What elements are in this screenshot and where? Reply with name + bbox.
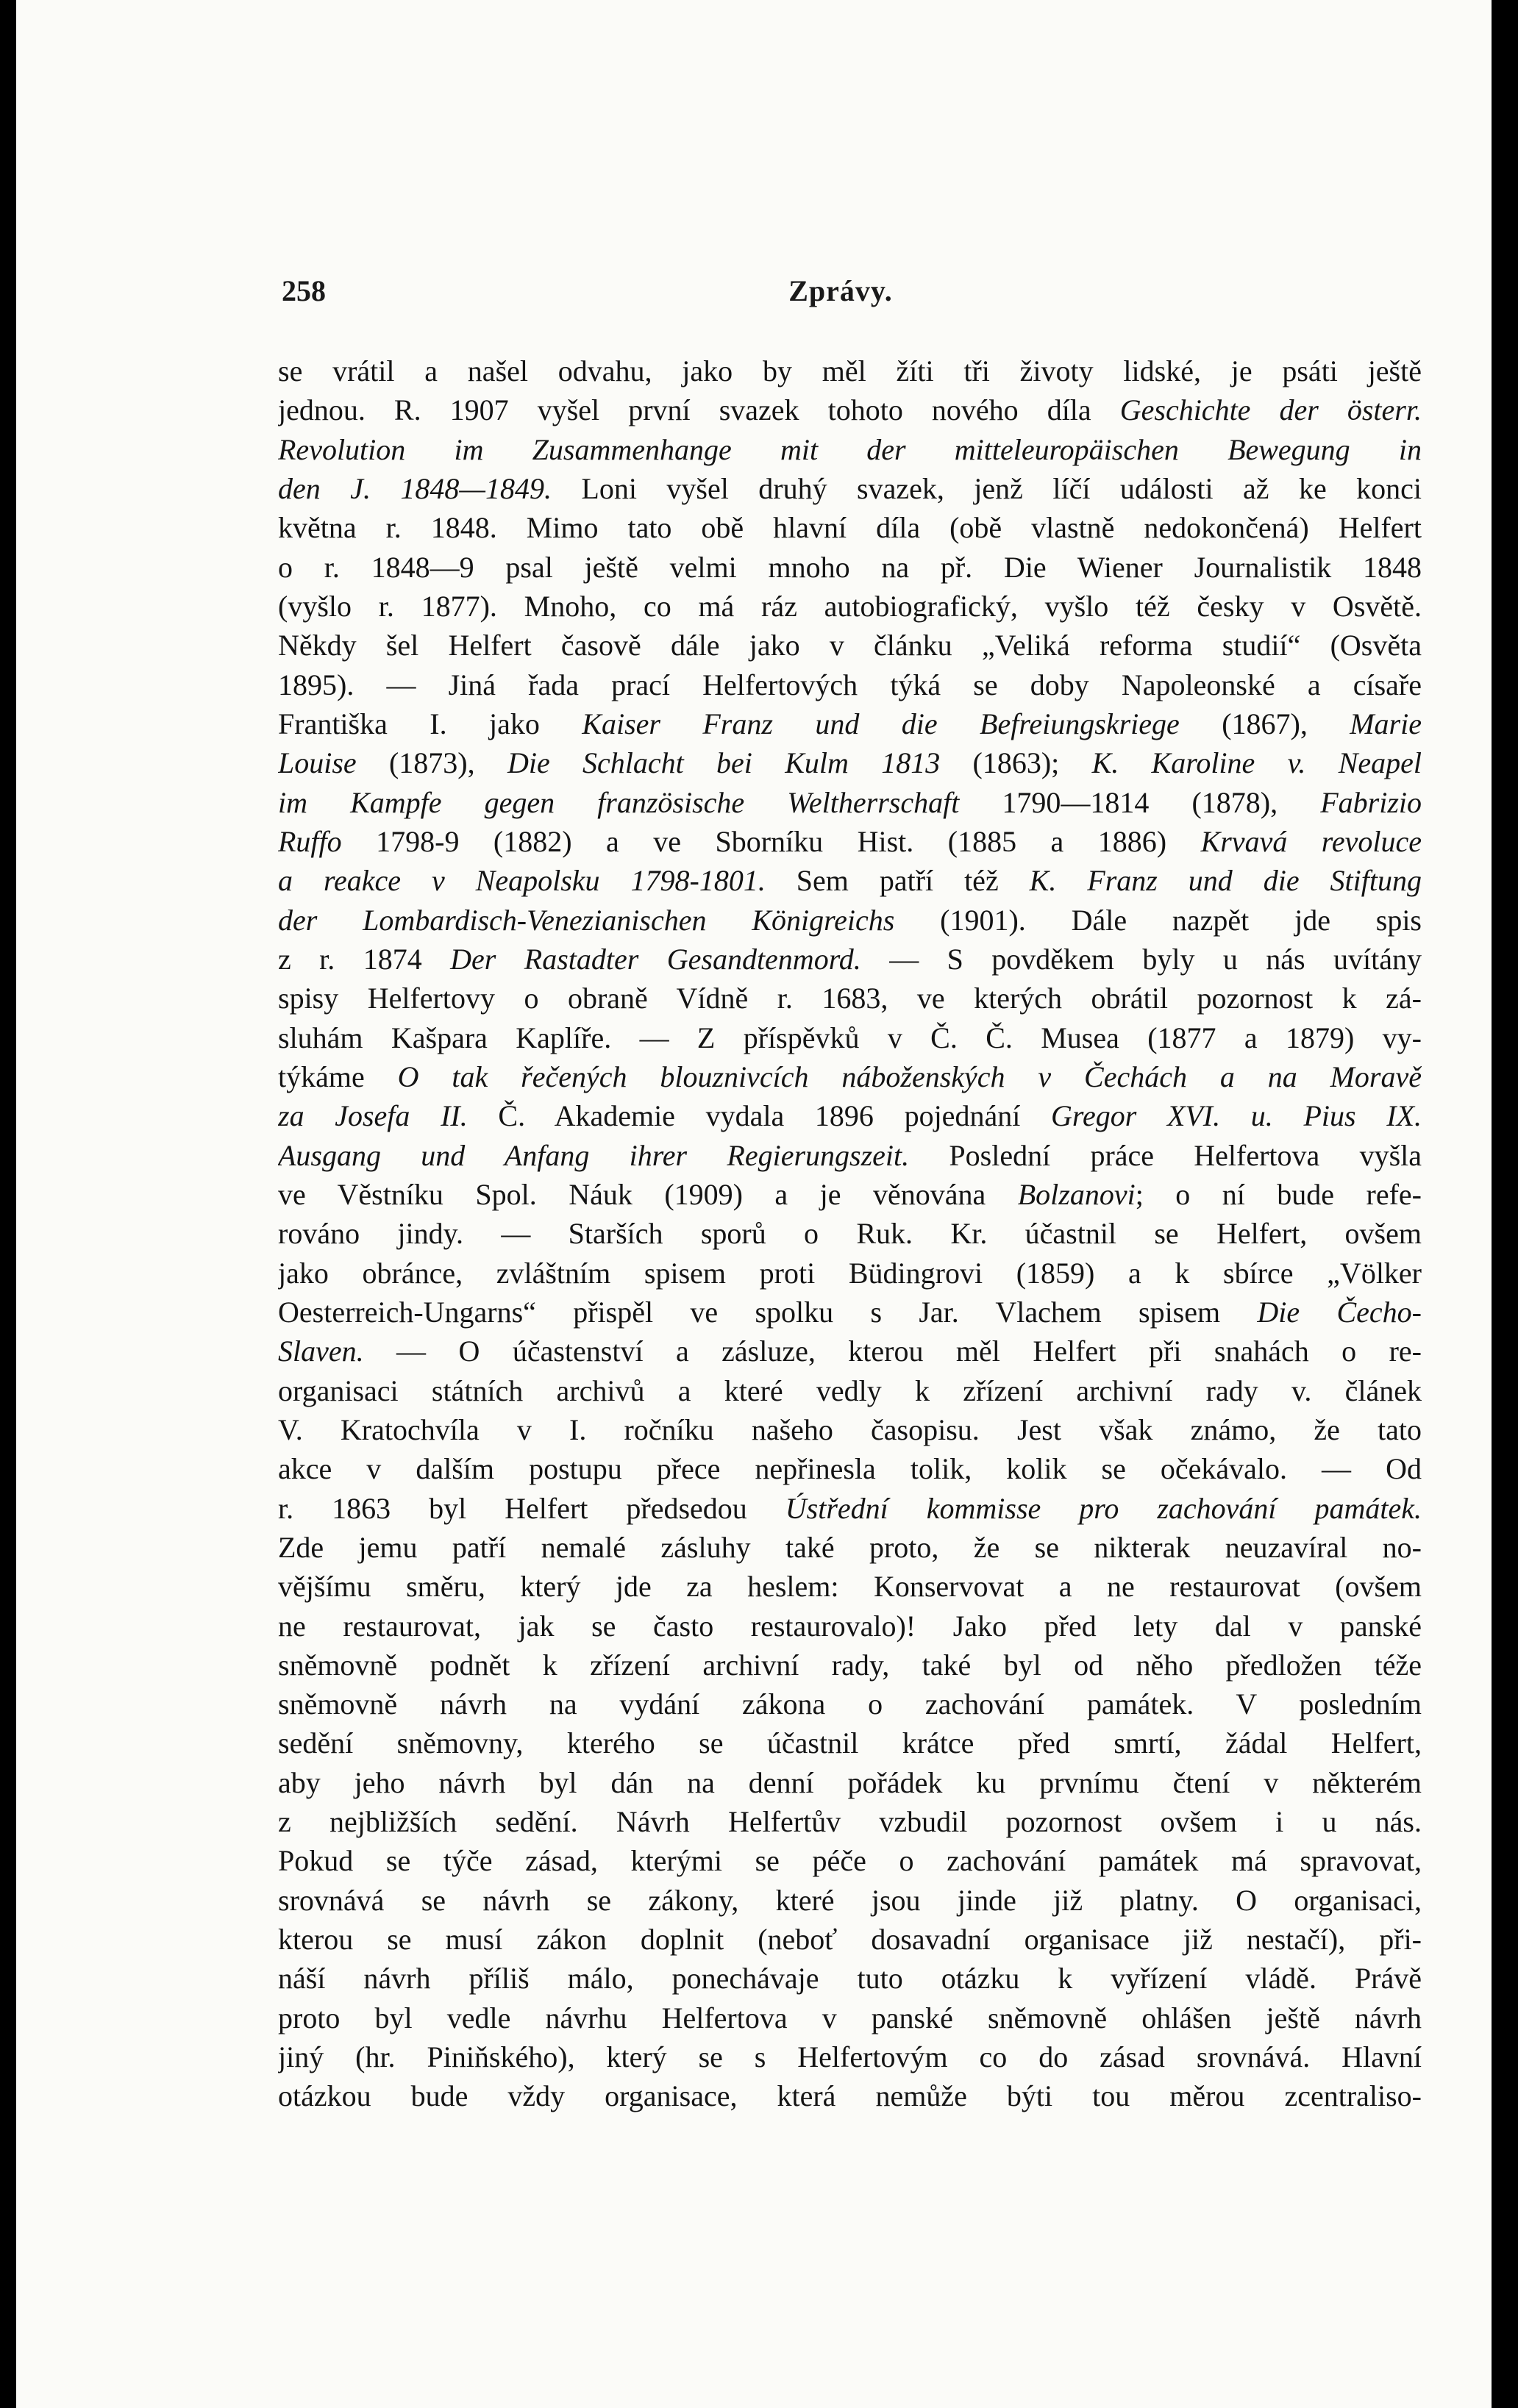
text-line: Pokud se týče zásad, kterými se péče o zachování památek má spravovat, [278, 1844, 1422, 1878]
text-line: rováno jindy. — Starších sporů o Ruk. Kr. účastnil se Helfert, ovšem [278, 1217, 1422, 1251]
text-line: sedění sněmovny, kterého se účastnil krátce před smrtí, žádal Helfert, [278, 1726, 1422, 1760]
text-line: im Kampfe gegen französische Weltherrschaft 1790—1814 (1878), Fabrizio [278, 785, 1422, 819]
text-line: se vrátil a našel odvahu, jako by měl žíti tři životy lidské, je psáti ještě [278, 354, 1422, 387]
text-line: Louise (1873), Die Schlacht bei Kulm 1813 (1863); K. Karoline v. Neapel [278, 746, 1422, 780]
text-line: Oesterreich-Ungarns“ přispěl ve spolku s Jar. Vlachem spisem Die Čecho- [278, 1295, 1422, 1329]
text-line: Revolution im Zusammenhange mit der mitteleuropäischen Bewegung in [278, 432, 1422, 466]
text-line: Františka I. jako Kaiser Franz und die Befreiungskriege (1867), Marie [278, 707, 1422, 740]
text-line: organisaci státních archivů a které vedly k zřízení archivní rady v. článek [278, 1373, 1422, 1407]
text-line: Zde jemu patří nemalé zásluhy také proto, že se nikterak neuzavíral no- [278, 1530, 1422, 1564]
text-line: spisy Helfertovy o obraně Vídně r. 1683, ve kterých obrátil pozornost k zá- [278, 982, 1422, 1015]
text-line: Někdy šel Helfert časově dále jako v článku „Veliká reforma studií“ (Osvěta [278, 629, 1422, 662]
text-line: za Josefa II. Č. Akademie vydala 1896 pojednání Gregor XVI. u. Pius IX. [278, 1099, 1422, 1133]
text-line: sněmovně návrh na vydání zákona o zachování památek. V posledním [278, 1687, 1422, 1721]
text-line: ve Věstníku Spol. Náuk (1909) a je věnována Bolzanovi; o ní bude refe- [278, 1177, 1422, 1211]
running-title: Zprávy. [788, 274, 893, 307]
text-line: akce v dalším postupu přece nepřinesla tolik, kolik se očekávalo. — Od [278, 1452, 1422, 1486]
text-line: Ruffo 1798-9 (1882) a ve Sborníku Hist. (1885 a 1886) Krvavá revoluce [278, 824, 1422, 858]
text-line: otázkou bude vždy organisace, která nemůže býti tou měrou zcentraliso- [278, 2079, 1422, 2113]
text-line: 1895). — Jiná řada prací Helfertových týká se doby Napoleonské a císaře [278, 668, 1422, 701]
text-line: srovnává se návrh se zákony, které jsou jinde již platny. O organisaci, [278, 1883, 1422, 1917]
text-line: května r. 1848. Mimo tato obě hlavní díla (obě vlastně nedokončená) Helfert [278, 511, 1422, 545]
text-line: (vyšlo r. 1877). Mnoho, co má ráz autobiografický, vyšlo též česky v Osvětě. [278, 589, 1422, 623]
text-line: Slaven. — O účastenství a zásluze, kterou měl Helfert při snahách o re- [278, 1335, 1422, 1368]
text-line: Ausgang und Anfang ihrer Regierungszeit. Poslední práce Helfertova vyšla [278, 1138, 1422, 1172]
text-line: sluhám Kašpara Kaplíře. — Z příspěvků v Č. Č. Musea (1877 a 1879) vy- [278, 1021, 1422, 1054]
text-line: proto byl vedle návrhu Helfertova v panské sněmovně ohlášen ještě návrh [278, 2001, 1422, 2034]
text-line: ne restaurovat, jak se často restaurovalo)! Jako před lety dal v panské [278, 1609, 1422, 1643]
text-line: týkáme O tak řečených blouznivcích náboženských v Čechách a na Moravě [278, 1060, 1422, 1093]
text-line: o r. 1848—9 psal ještě velmi mnoho na př. Die Wiener Journalistik 1848 [278, 550, 1422, 584]
text-line: z r. 1874 Der Rastadter Gesandtenmord. — S povděkem byly u nás uvítány [278, 942, 1422, 976]
text-line: jednou. R. 1907 vyšel první svazek tohoto nového díla Geschichte der österr. [278, 393, 1422, 427]
text-line: der Lombardisch-Venezianischen Königreichs (1901). Dále nazpět jde spis [278, 903, 1422, 937]
text-line: a reakce v Neapolsku 1798-1801. Sem patří též K. Franz und die Stiftung [278, 864, 1422, 898]
text-line: jako obránce, zvláštním spisem proti Büdingrovi (1859) a k sbírce „Völker [278, 1256, 1422, 1290]
text-line: sněmovně podnět k zřízení archivní rady, také byl od něho předložen téže [278, 1648, 1422, 1682]
page-header [282, 274, 1400, 318]
text-line: jiný (hr. Piniňského), který se s Helfertovým co do zásad srovnává. Hlavní [278, 2040, 1422, 2074]
text-line: V. Kratochvíla v I. ročníku našeho časopisu. Jest však známo, že tato [278, 1412, 1422, 1446]
text-line: den J. 1848—1849. Loni vyšel druhý svazek, jenž líčí události až ke konci [278, 471, 1422, 505]
page-number: 258 [282, 274, 326, 307]
text-line: r. 1863 byl Helfert předsedou Ústřední kommisse pro zachování památek. [278, 1491, 1422, 1525]
text-line: náší návrh příliš málo, ponechávaje tuto otázku k vyřízení vládě. Právě [278, 1962, 1422, 1996]
text-line: z nejbližších sedění. Návrh Helfertův vzbudil pozornost ovšem i u nás. [278, 1805, 1422, 1839]
body-text [278, 351, 1422, 2116]
text-line: vějšímu směru, který jde za heslem: Konservovat a ne restaurovat (ovšem [278, 1570, 1422, 1604]
text-line: kterou se musí zákon doplnit (neboť dosavadní organisace již nestačí), při- [278, 1923, 1422, 1957]
text-line: aby jeho návrh byl dán na denní pořádek ku prvnímu čtení v některém [278, 1765, 1422, 1799]
scan-border [1492, 0, 1518, 2408]
